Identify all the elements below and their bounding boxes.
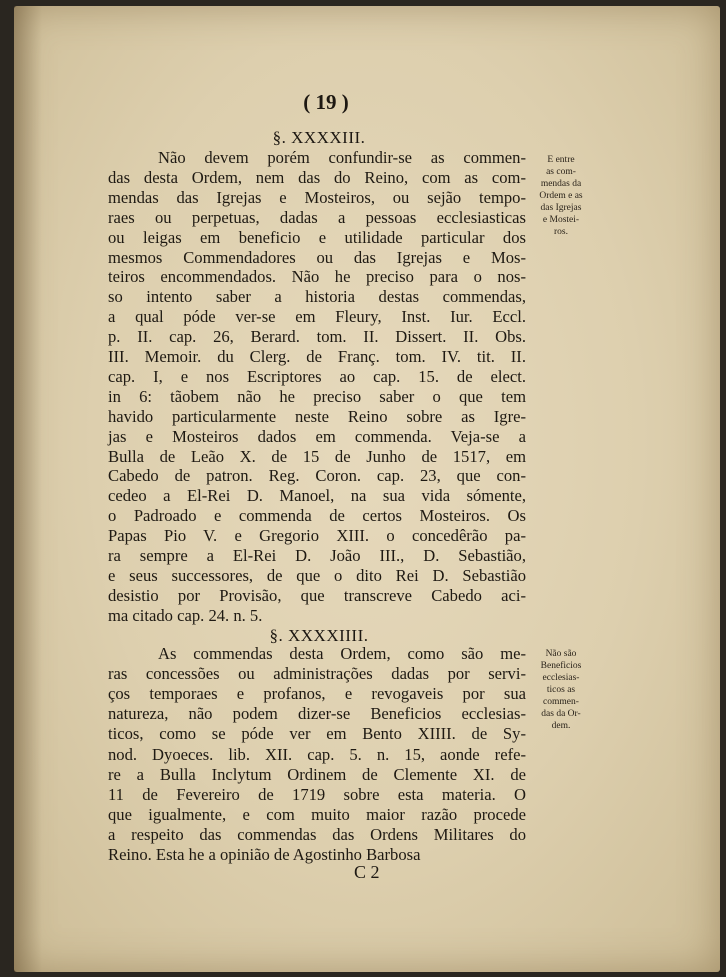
text-line: in 6: tãobem não he preciso saber o que tem xyxy=(108,386,526,406)
text-line: o Padroado e commenda de certos Mosteiros. Os xyxy=(108,506,526,526)
margin-note-line: commen- xyxy=(543,697,579,707)
text-line: so intento saber a historia destas commendas, xyxy=(108,287,526,307)
text-line: mesmos Commendadores ou das Igrejas e Mos- xyxy=(108,247,526,267)
margin-note-line: ticos as xyxy=(546,685,576,695)
text-line: III. Memoir. du Clerg. de Franç. tom. IV. tit. II. xyxy=(108,347,526,366)
text-line: raes ou perpetuas, dadas a pessoas ecclesiasticas xyxy=(108,207,526,227)
book-page xyxy=(14,6,720,972)
text-line: ços temporaes e profanos, e revogaveis por sua xyxy=(108,684,526,704)
text-line: Não devem porém confundir-se as commen- xyxy=(158,148,526,167)
text-line: re a Bulla Inclytum Ordinem de Clemente XI. de xyxy=(108,764,526,784)
text-line: As commendas desta Ordem, como são me- xyxy=(158,644,526,663)
margin-note-line: as com- xyxy=(546,167,576,177)
text-line: cedeo a El-Rei D. Manoel, na sua vida sómente, xyxy=(108,486,526,506)
page-gutter-shadow xyxy=(14,6,42,972)
margin-note-line: dem. xyxy=(551,721,571,731)
text-line: a respeito das commendas das Ordens Militares do xyxy=(108,824,526,844)
text-line: mendas das Igrejas e Mosteiros, ou sejão tempo- xyxy=(108,187,526,207)
margin-note-line: ecclesias- xyxy=(542,673,580,683)
margin-note-line: Não são xyxy=(545,649,577,659)
section-heading-44: §. XXXXIIII. xyxy=(269,626,369,645)
margin-note-44 xyxy=(526,648,596,732)
text-line: Papas Pio V. e Gregorio XIII. o concedêrão pa- xyxy=(108,526,526,546)
text-line: natureza, não podem dizer-se Beneficios ecclesias- xyxy=(108,704,526,724)
margin-note-43 xyxy=(526,154,596,238)
margin-note-line: Beneficios xyxy=(540,661,582,671)
text-line: Reino. Esta he a opinião de Agostinho Barbosa xyxy=(108,845,421,864)
text-line: das desta Ordem, nem das do Reino, com as com- xyxy=(108,167,526,187)
margin-note-line: mendas da xyxy=(540,179,582,189)
text-line: que igualmente, e com muito maior razão procede xyxy=(108,804,526,824)
margin-note-line: das Igrejas xyxy=(540,203,582,213)
text-line: ticos, como se póde ver em Bento XIIII. de Sy- xyxy=(108,724,526,744)
margin-note-line: das da Or- xyxy=(541,709,581,719)
margin-note-line: e Mostei- xyxy=(542,215,580,225)
text-line: havido particularmente neste Reino sobre as Igre- xyxy=(108,406,526,426)
text-line: ra sempre a El-Rei D. João III., D. Sebastião, xyxy=(108,546,526,565)
text-line: Cabedo de patron. Reg. Coron. cap. 23, que con- xyxy=(108,466,526,486)
text-line: p. II. cap. 26, Berard. tom. II. Dissert. II. Obs. xyxy=(108,327,526,347)
text-line: ou leigas em beneficio e utilidade particular dos xyxy=(108,227,526,247)
text-line: 11 de Fevereiro de 1719 sobre esta materia. O xyxy=(108,784,526,804)
text-line: teiros encommendados. Não he preciso para o nos- xyxy=(108,267,526,287)
text-line: a qual póde ver-se em Fleury, Inst. Iur. Eccl. xyxy=(108,307,526,327)
margin-note-line: Ordem e as xyxy=(539,191,583,201)
text-line: ras concessões ou administrações dadas por servi- xyxy=(108,664,526,684)
margin-note-line: ros. xyxy=(554,227,568,237)
text-line: desistio por Provisão, que transcreve Cabedo aci- xyxy=(108,585,526,605)
text-line: jas e Mosteiros dados em commenda. Veja-se a xyxy=(108,426,526,446)
text-line: Bulla de Leão X. de 15 de Junho de 1517, em xyxy=(108,446,526,466)
text-line: cap. I, e nos Escriptores ao cap. 15. de elect. xyxy=(108,366,526,386)
page-number: ( 19 ) xyxy=(303,90,349,114)
margin-note-line: E entre xyxy=(547,155,575,165)
text-line: ma citado cap. 24. n. 5. xyxy=(108,605,263,625)
section-heading-43: §. XXXXIII. xyxy=(272,128,366,147)
text-line: e seus successores, de que o dito Rei D. Sebastião xyxy=(108,565,526,585)
catchword: C 2 xyxy=(354,862,380,882)
text-line: nod. Dyoeces. lib. XII. cap. 5. n. 15, aonde refe- xyxy=(108,744,526,764)
